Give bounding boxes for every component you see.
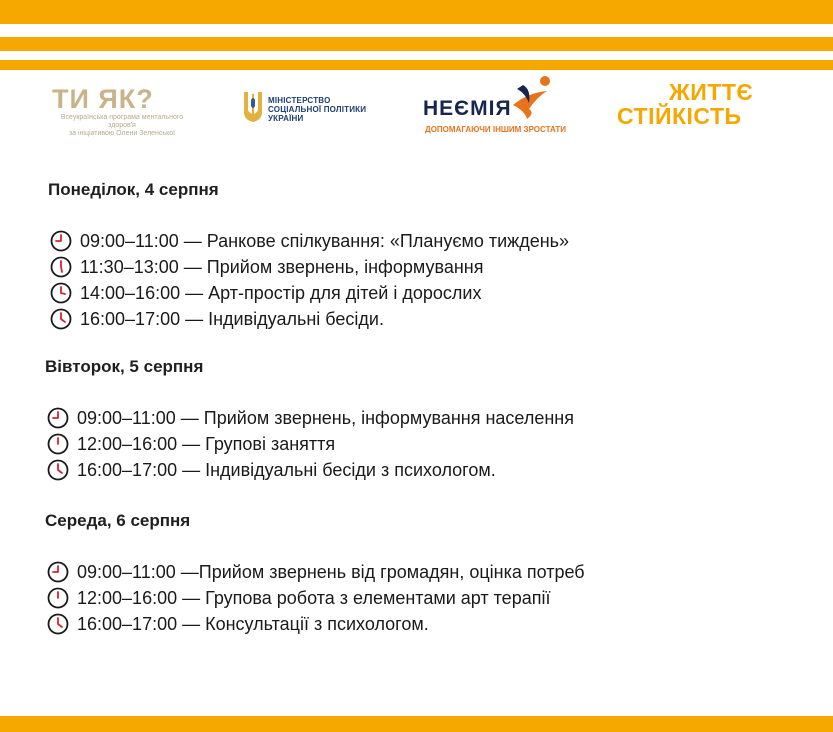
clock-icon: [50, 230, 72, 252]
schedule-item-text: 12:00–16:00 — Групові заняття: [77, 433, 336, 454]
schedule-item-text: 11:30–13:00 — Прийом звернень, інформування: [80, 256, 484, 277]
clock-icon: [47, 407, 69, 429]
schedule-item-text: 14:00–16:00 — Арт-простір для дітей і дорослих: [80, 282, 482, 303]
clock-icon: [50, 282, 72, 304]
bottom-stripe: [0, 716, 833, 732]
day-heading-tuesday: Вівторок, 5 серпня: [45, 357, 204, 376]
clock-icon: [47, 433, 69, 455]
ty-yak-logo: [52, 84, 202, 138]
schedule-item: [47, 586, 550, 610]
schedule-item-text: 12:00–16:00 — Групова робота з елементами арт терапії: [77, 587, 551, 608]
schedule-item: [47, 432, 335, 456]
neemia-name: НЕЄМІЯ: [423, 97, 512, 120]
neemia-tagline: ДОПОМАГАЮЧИ ІНШИМ ЗРОСТАТИ: [425, 125, 566, 134]
ministry-line-1: МІНІСТЕРСТВО: [268, 96, 331, 105]
clock-icon: [47, 587, 69, 609]
ministry-name: [268, 96, 366, 123]
top-stripe-2: [0, 37, 833, 51]
schedule-item-text: 16:00–17:00 — Індивідуальні бесіди.: [80, 308, 384, 329]
clock-icon: [50, 308, 72, 330]
resilience-logo: [617, 80, 787, 128]
schedule-item: [50, 255, 483, 279]
schedule-item: [50, 281, 481, 305]
neemia-figure-icon: [507, 75, 557, 121]
resilience-line-2: СТІЙКІСТЬ: [617, 103, 742, 129]
schedule-item-text: 09:00–11:00 —Прийом звернень від громадян, оцінка потреб: [77, 561, 585, 582]
schedule-item: [50, 229, 569, 253]
top-stripe-1: [0, 0, 833, 24]
schedule-item: [47, 458, 496, 482]
ty-yak-title: ТИ ЯК?: [52, 84, 154, 114]
clock-icon: [50, 256, 72, 278]
partner-logos: [0, 72, 833, 152]
clock-icon: [47, 459, 69, 481]
neemia-logo: [423, 75, 573, 135]
ty-yak-subtitle-1: Всеукраїнська програма ментального здоров'я: [60, 114, 184, 129]
ministry-line-3: УКРАЇНИ: [268, 114, 304, 123]
top-stripe-3: [0, 60, 833, 70]
schedule-item-text: 16:00–17:00 — Консультації з психологом.: [77, 613, 429, 634]
schedule-item-text: 09:00–11:00 — Прийом звернень, інформування населення: [77, 407, 574, 428]
day-heading-monday: Понеділок, 4 серпня: [48, 180, 219, 199]
ty-yak-subtitle-2: за ініціативою Олени Зеленської: [68, 130, 176, 137]
clock-icon: [47, 613, 69, 635]
trident-icon: [242, 90, 264, 124]
schedule-item: [47, 612, 429, 636]
schedule-item-text: 09:00–11:00 — Ранкове спілкування: «Плануємо тиждень»: [80, 230, 570, 251]
schedule-item-text: 16:00–17:00 — Індивідуальні бесіди з психологом.: [77, 459, 496, 480]
ministry-line-2: СОЦІАЛЬНОЇ ПОЛІТИКИ: [268, 105, 367, 114]
schedule-item: [47, 406, 574, 430]
resilience-line-1: ЖИТТЄ: [669, 79, 754, 105]
day-heading-wednesday: Середа, 6 серпня: [45, 511, 191, 530]
ministry-logo: [242, 90, 392, 126]
schedule-item: [47, 560, 585, 584]
schedule-item: [50, 307, 384, 331]
clock-icon: [47, 561, 69, 583]
